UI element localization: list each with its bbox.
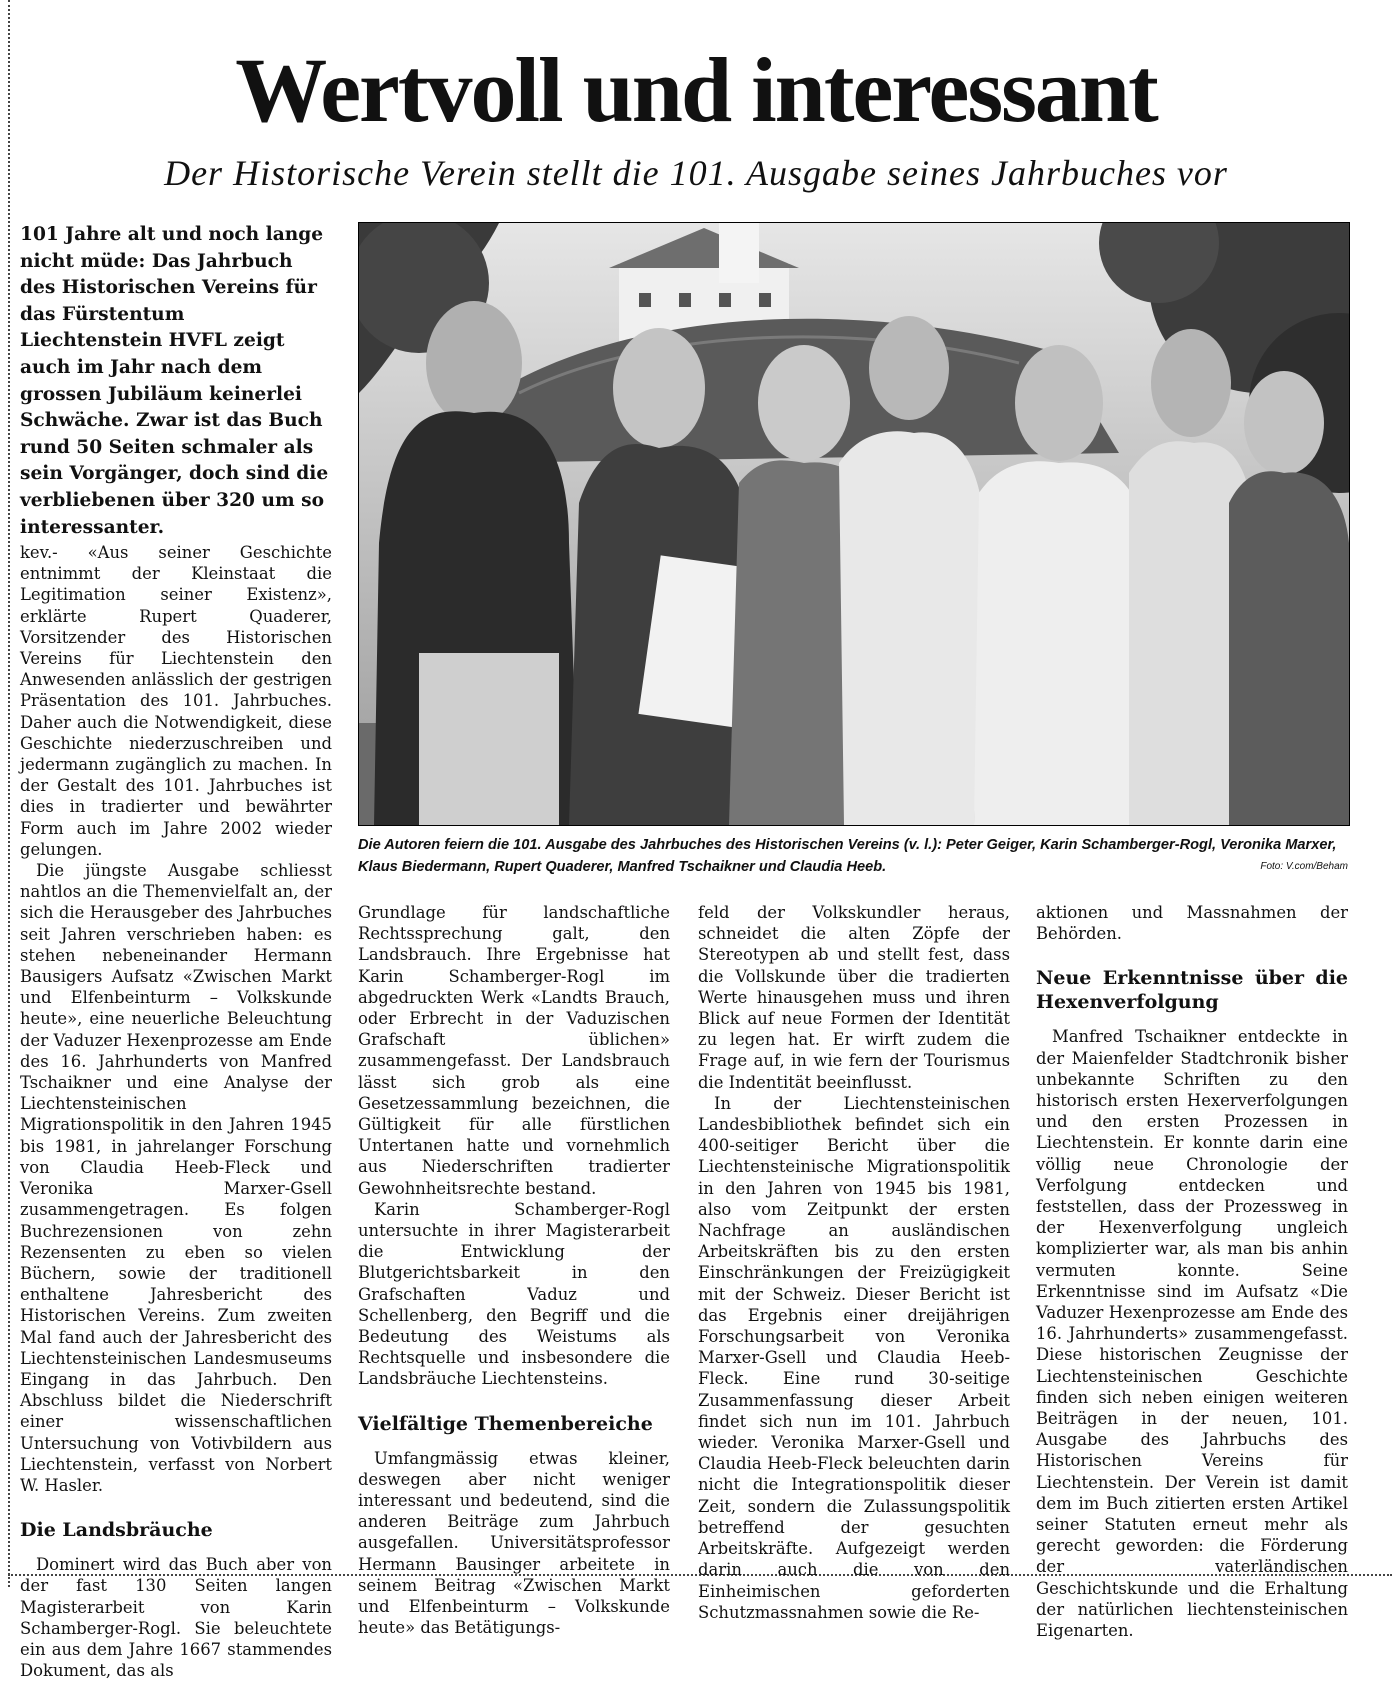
body-paragraph: Dominert wird das Buch aber von der fast 130 Seiten langen Magisterarbeit von Karin Schamberger-Rogl. Sie beleuchtete ein aus dem Jahre 1667 stammendes Dokument, das als [20, 1555, 332, 1681]
body-paragraph: kev.- «Aus seiner Geschichte entnimmt der Kleinstaat die Legitimation seiner Existenz», erklärte Rupert Quaderer, Vorsitzender des Historischen Vereins für Liechtenstein den Anwesenden anlässlich der gestrigen Präsentation des 101. Jahrbuches. Daher auch die Notwendigkeit, diese Geschichte niederzuschreiben und jedermann zugänglich zu machen. In der Gestalt des 101. Jahrbuches ist dies in tradierter und bewährter Form auch im Jahre 2002 wieder gelungen. [20, 543, 332, 859]
photo-credit: Foto: V.com/Beham [1260, 861, 1348, 872]
body-paragraph: Grundlage für landschaftliche Rechtssprechung galt, den Landsbrauch. Ihre Ergebnisse hat Karin Schamberger-Rogl im abgedruckten Werk «Landts Brauch, oder Erbrecht in der Vaduzischen Grafschaft üblichen» zusammengefasst. Der Landsbrauch lässt sich grob als eine Gesetzessammlung bezeichnen, die Gültigkeit für alle fürstlichen Untertanen hatte und vornehmlich aus Niederschriften tradierter Gewohnheitsrechte bestand. [358, 903, 670, 1198]
column-2 [358, 902, 670, 1639]
body-paragraph: feld der Volkskundler heraus, schneidet die alten Zöpfe der Stereotypen ab und stellt fest, dass die Vollskunde über die tradierten Werte hinausgehen muss und ihren Blick auf neue Formen der Identität zu legen hat. Er wirft zudem die Frage auf, in wie fern der Tourismus die Indentität beeinflusst. [698, 903, 1010, 1092]
column-1 [20, 542, 332, 1681]
photo-caption: Die Autoren feiern die 101. Ausgabe des Jahrbuches des Historischen Vereins (v. l.): Peter Geiger, Karin Schamberger-Rogl, Veronika Marxer, Klaus Biedermann, Rupert Quaderer, Manfred Tschaikner und Claudia Heeb. [358, 837, 1337, 875]
body-paragraph: Die jüngste Ausgabe schliesst nahtlos an die Themenvielfalt an, der sich die Herausgeber des Jahrbuches seit Jahren verschrieben haben: es stehen nebeneinander Hermann Bausigers Aufsatz «Zwischen Markt und Elfenbeinturm – Volkskunde heute», eine neuerliche Beleuchtung der Vaduzer Hexenprozesse am Ende des 16. Jahrhunderts von Manfred Tschaikner und eine Analyse der Liechtensteinischen Migrationspolitik in den Jahren 1945 bis 1981, in jahrelanger Forschung von Claudia Heeb-Fleck und Veronika Marxer-Gsell zusammengetragen. Es folgen Buchrezensionen von zehn Rezensenten zu eben so vielen Büchern, sowie der traditionell enthaltene Jahresbericht des Historischen Vereins. Zum zweiten Mal fand auch der Jahresbericht des Liechtensteinischen Landesmuseums Eingang in das Jahrbuch. Den Abschluss bildet die Niederschrift einer wissenschaftlichen Untersuchung von Votivbildern aus Liechtenstein, verfasst von Norbert W. Hasler. [20, 861, 332, 1495]
lead-paragraph: 101 Jahre alt und noch lange nicht müde: Das Jahrbuch des Historischen Vereins für das Fürstentum Liechtenstein HVFL zeigt auch im Jahr nach dem grossen Jubiläum keinerlei Schwäche. Zwar ist das Buch rund 50 Seiten schmaler als sein Vorgänger, doch sind die verbliebenen über 320 um so interessanter. [20, 224, 329, 538]
body-paragraph: Manfred Tschaikner entdeckte in der Maienfelder Stadtchronik bisher unbekannte Schriften zu den historisch ersten Hexerverfolgungen und den ersten Prozessen in Liechtenstein. Er konnte darin eine völlig neue Chronologie der Verfolgung entdecken und feststellen, dass der Prozessweg in der Hexenverfolgung ungleich komplizierter war, als man bis anhin vermuten konnte. Seine Erkenntnisse sind im Aufsatz «Die Vaduzer Hexenprozesse am Ende des 16. Jahrhunderts» zusammengefasst. Diese historischen Zeugnisse der Liechtensteinischen Geschichte finden sich neben einigen weiteren Beiträgen in der neuen, 101. Ausgabe des Jahrbuchs des Historischen Vereins für Liechtenstein. Der Verein ist damit dem im Buch zitierten ersten Artikel seiner Statuten erneut mehr als gerecht geworden: die Förderung der vaterländischen Geschichtskunde und die Erhaltung der natürlichen liechtensteinischen Eigenarten. [1036, 1027, 1348, 1641]
column-3 [698, 902, 1010, 1623]
group-photo [358, 222, 1350, 826]
body-paragraph: In der Liechtensteinischen Landesbibliothek befindet sich ein 400-seitiger Bericht über die Liechtensteinische Migrationspolitik in den Jahren von 1945 bis 1981, also vom Zeitpunkt der ersten Nachfrage an ausländischen Arbeitskräften bis zu den ersten Einschränkungen der Freizügigkeit mit der Schweiz. Dieser Bericht ist das Ergebnis einer dreijährigen Forschungsarbeit von Veronika Marxer-Gsell und Claudia Heeb-Fleck. Eine rund 30-seitige Zusammenfassung dieser Arbeit findet sich nun im 101. Jahrbuch wieder. Veronika Marxer-Gsell und Claudia Heeb-Fleck beleuchten darin nicht die Integrationspolitik dieser Zeit, sondern die Zulassungspolitik betreffend der gesuchten Arbeitskräfte. Aufgezeigt werden darin auch die von den Einheimischen geforderten Schutzmassnahmen sowie die Re- [698, 1093, 1010, 1622]
subheadline: Der Historische Verein stellt die 101. Ausgabe seines Jahrbuches vor [164, 153, 1228, 193]
body-paragraph: aktionen und Massnahmen der Behörden. [1036, 903, 1348, 944]
left-dotted-border [8, 0, 10, 1587]
body-paragraph: Karin Schamberger-Rogl untersuchte in ihrer Magisterarbeit die Entwicklung der Blutgerichtsbarkeit in den Grafschaften Vaduz und Schellenberg, den Begriff und die Bedeutung des Weistums als Rechtsquelle und insbesondere die Landsbräuche Liechtensteins. [358, 1199, 670, 1389]
headline: Wertvoll und interessant [235, 39, 1157, 141]
section-heading: Vielfältige Themenbereiche [358, 1412, 653, 1435]
section-heading: Neue Erkenntnisse über die Hexenverfolgung [1036, 967, 1348, 1014]
column-4 [1036, 902, 1348, 1641]
body-paragraph: Umfangmässig etwas kleiner, deswegen aber nicht weniger interessant und bedeutend, sind die anderen Beiträge zum Jahrbuch ausgefallen. Universitätsprofessor Hermann Bausinger arbeitete in seinem Beitrag «Zwischen Markt und Elfenbeinturm – Volkskunde heute» das Betätigungs- [358, 1448, 670, 1638]
section-heading: Die Landsbräuche [20, 1519, 213, 1542]
